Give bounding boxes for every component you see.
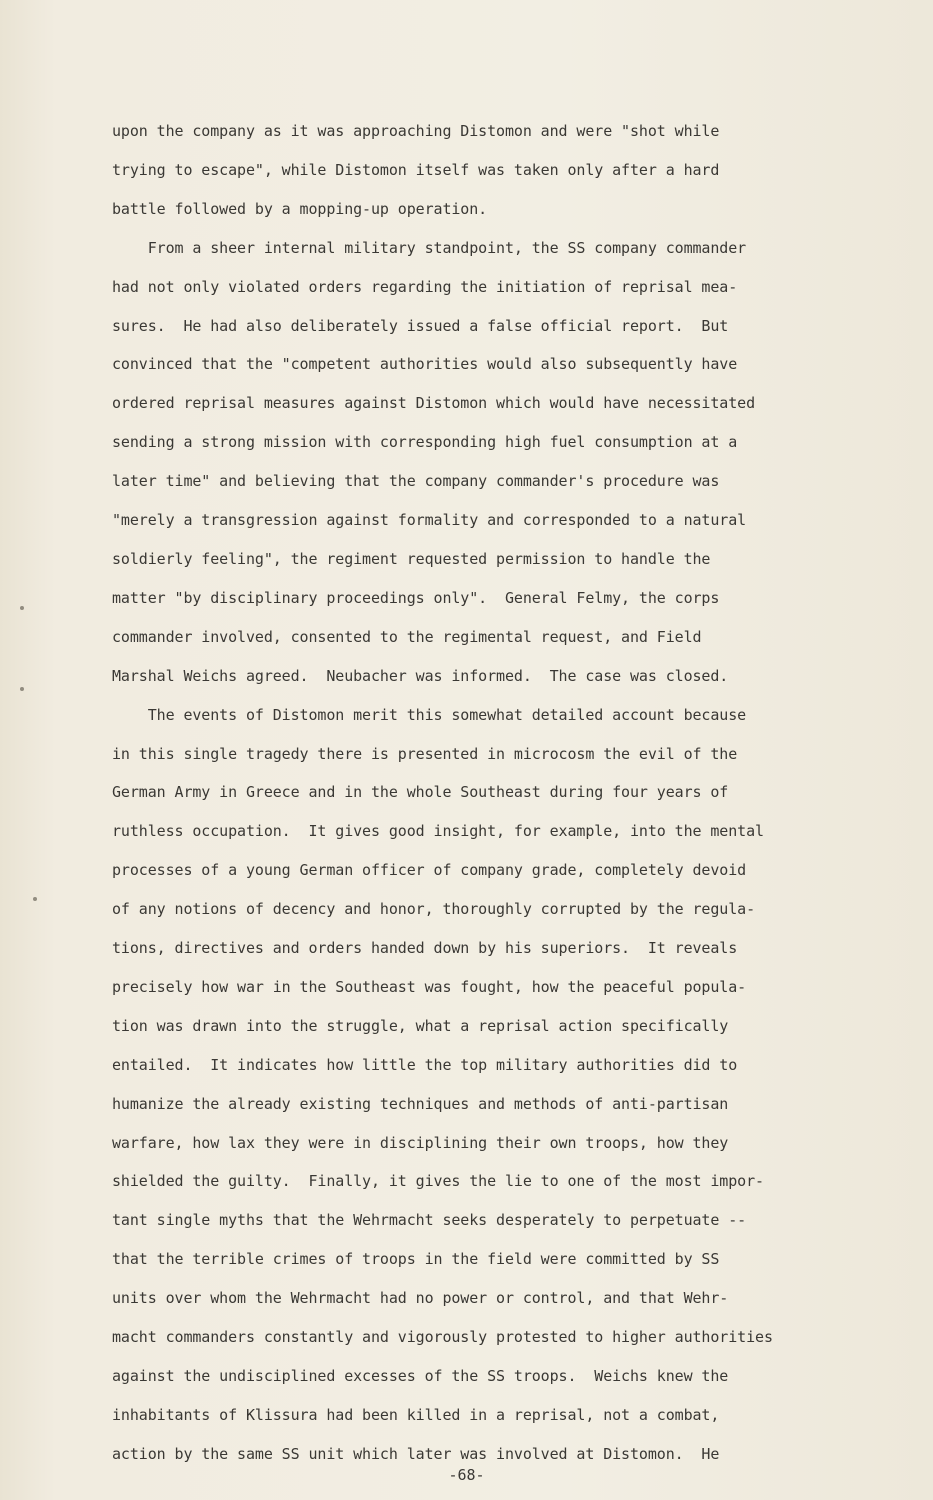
- text-line: later time" and believing that the company commander's procedure was: [112, 472, 720, 491]
- text-line: action by the same SS unit which later was involved at Distomon. He: [112, 1444, 720, 1463]
- margin-speck: [33, 897, 37, 901]
- text-line: of any notions of decency and honor, thoroughly corrupted by the regula-: [112, 900, 756, 919]
- text-line: humanize the already existing techniques and methods of anti-partisan: [112, 1094, 729, 1113]
- text-line: units over whom the Wehrmacht had no power or control, and that Wehr-: [112, 1289, 729, 1308]
- text-line: commander involved, consented to the regimental request, and Field: [112, 627, 702, 646]
- text-line: warfare, how lax they were in disciplining their own troops, how they: [112, 1133, 729, 1152]
- text-line: sending a strong mission with corresponding high fuel consumption at a: [112, 433, 738, 452]
- text-line: macht commanders constantly and vigorously protested to higher authorities: [112, 1328, 773, 1347]
- text-line: precisely how war in the Southeast was fought, how the peaceful popula-: [112, 977, 747, 996]
- text-line: soldierly feeling", the regiment requested permission to handle the: [112, 549, 711, 568]
- text-line: entailed. It indicates how little the top military authorities did to: [112, 1055, 738, 1074]
- text-line: processes of a young German officer of company grade, completely devoid: [112, 861, 747, 880]
- text-line: tant single myths that the Wehrmacht seeks desperately to perpetuate --: [112, 1211, 747, 1230]
- text-line: matter "by disciplinary proceedings only". General Felmy, the corps: [112, 588, 720, 607]
- body-text: [112, 112, 832, 1474]
- text-line: shielded the guilty. Finally, it gives the lie to one of the most impor-: [112, 1172, 764, 1191]
- text-line: tions, directives and orders handed down by his superiors. It reveals: [112, 939, 738, 958]
- text-line: battle followed by a mopping-up operation.: [112, 199, 488, 218]
- text-line: convinced that the "competent authorities would also subsequently have: [112, 355, 738, 374]
- text-line: sures. He had also deliberately issued a false official report. But: [112, 316, 729, 335]
- text-line: against the undisciplined excesses of the SS troops. Weichs knew the: [112, 1367, 729, 1385]
- text-line: tion was drawn into the struggle, what a reprisal action specifically: [112, 1016, 729, 1035]
- text-line: upon the company as it was approaching Distomon and were "shot while: [112, 122, 720, 140]
- text-line: had not only violated orders regarding the initiation of reprisal mea-: [112, 277, 738, 296]
- text-line: in this single tragedy there is presented in microcosm the evil of the: [112, 744, 738, 763]
- margin-speck: [20, 606, 24, 610]
- text-line: inhabitants of Klissura had been killed in a reprisal, not a combat,: [112, 1405, 720, 1424]
- text-line: The events of Distomon merit this somewhat detailed account because: [112, 705, 747, 724]
- text-line: German Army in Greece and in the whole Southeast during four years of: [112, 783, 729, 802]
- text-line: trying to escape", while Distomon itself was taken only after a hard: [112, 160, 720, 179]
- text-line: "merely a transgression against formality and corresponded to a natural: [112, 511, 747, 530]
- text-line: Marshal Weichs agreed. Neubacher was informed. The case was closed.: [112, 666, 729, 685]
- text-line: ordered reprisal measures against Distomon which would have necessitated: [112, 394, 756, 413]
- text-line: that the terrible crimes of troops in the field were committed by SS: [112, 1250, 720, 1269]
- margin-speck: [20, 687, 24, 691]
- text-line: ruthless occupation. It gives good insight, for example, into the mental: [112, 822, 764, 841]
- page-number: -68-: [448, 1466, 485, 1484]
- text-line: From a sheer internal military standpoint, the SS company commander: [112, 238, 747, 257]
